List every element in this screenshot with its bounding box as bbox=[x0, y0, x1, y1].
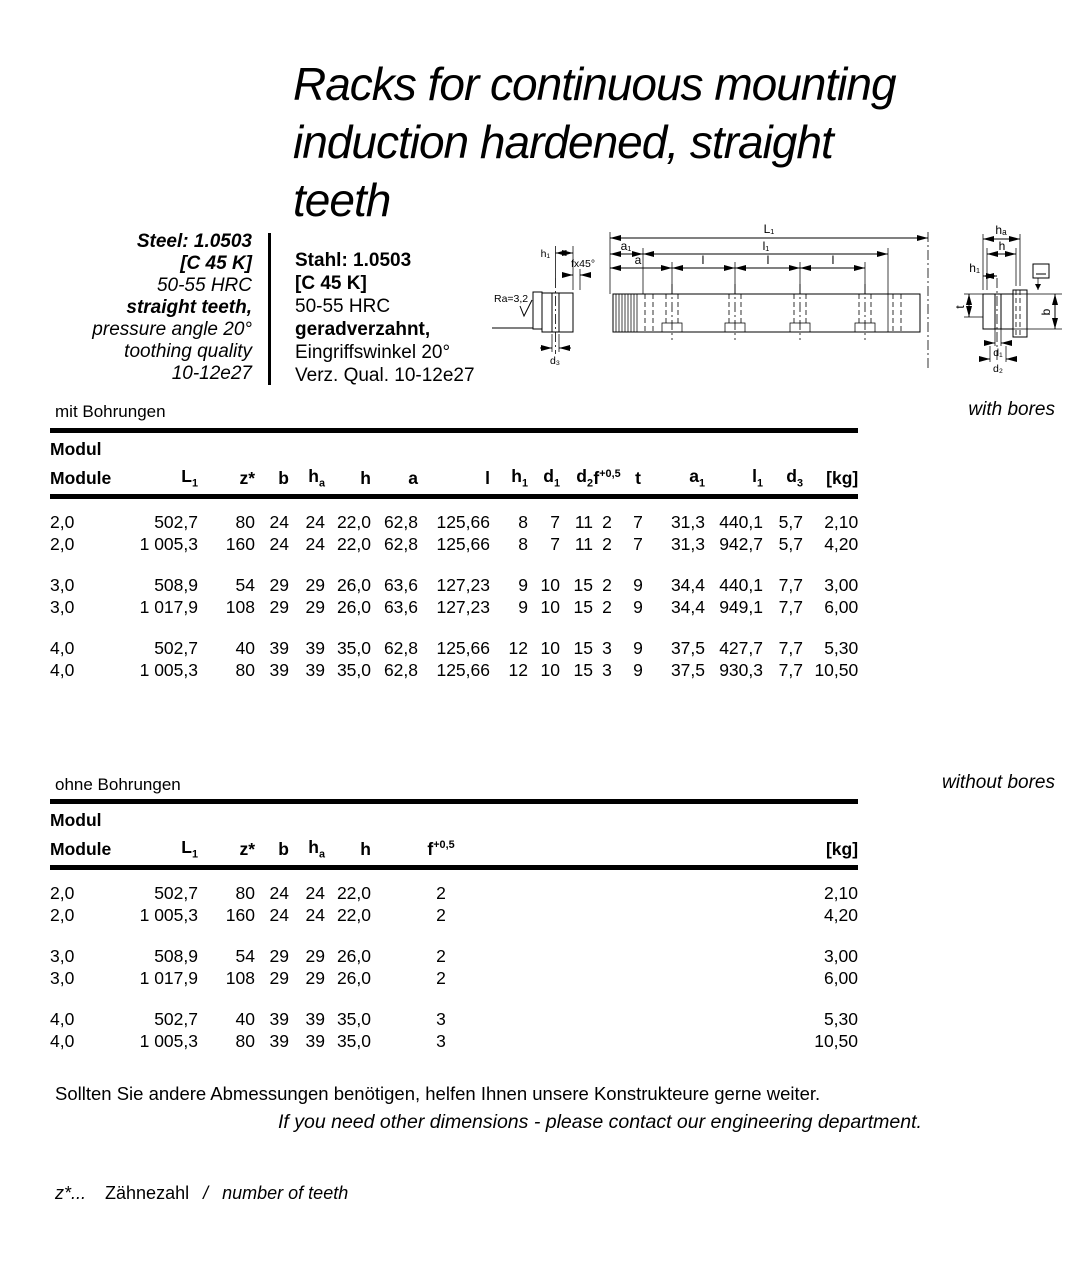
table-cell: 40 bbox=[235, 638, 255, 658]
footnote-english: number of teeth bbox=[222, 1183, 349, 1203]
table-cell: 8 bbox=[518, 533, 528, 554]
table-row bbox=[50, 497, 858, 534]
table-cell: 3 bbox=[602, 638, 612, 658]
table-cell: 39 bbox=[305, 638, 325, 658]
column-header: z* bbox=[198, 461, 255, 497]
spec-en-grade: [C 45 K] bbox=[180, 253, 252, 274]
table-cell: 127,23 bbox=[436, 596, 490, 617]
column-header: h bbox=[325, 461, 371, 497]
table-cell: 39 bbox=[269, 638, 289, 658]
spec-de-pressure-angle: Eingriffswinkel 20° bbox=[295, 342, 451, 363]
table-cell: 502,7 bbox=[154, 1009, 198, 1029]
table-cell: 22,0 bbox=[336, 533, 371, 554]
table-cell: 1 005,3 bbox=[139, 904, 198, 925]
spec-de-teeth: geradverzahnt, bbox=[295, 319, 431, 340]
table-cell: 3,00 bbox=[823, 946, 859, 966]
technical-drawing-section-bore bbox=[940, 210, 1080, 395]
table-cell: 7,7 bbox=[778, 659, 803, 680]
table-cell: 2,0 bbox=[50, 883, 75, 903]
tolerance-frame-icon bbox=[1033, 264, 1049, 278]
table-cell: 29 bbox=[305, 967, 325, 988]
table-row bbox=[50, 660, 858, 682]
table-cell: 11 bbox=[574, 512, 593, 532]
table-row bbox=[50, 905, 858, 927]
table-cell: 4,20 bbox=[823, 904, 859, 925]
table-cell: 440,1 bbox=[719, 512, 763, 532]
table-cell: 2,10 bbox=[823, 883, 859, 903]
table-cell: 3,0 bbox=[50, 575, 75, 595]
page-title-line-1: Racks for continuous mounting bbox=[293, 58, 896, 110]
dim-label-d1: d₁ bbox=[993, 347, 1003, 359]
table-cell: 9 bbox=[633, 638, 643, 658]
dim-label-h1: h₁ bbox=[540, 248, 550, 260]
table-cell: 1 017,9 bbox=[139, 967, 198, 988]
table-cell: 26,0 bbox=[336, 946, 371, 966]
table-cell: 1 017,9 bbox=[139, 596, 198, 617]
table-cell: 6,00 bbox=[823, 967, 859, 988]
spec-block-english bbox=[60, 231, 252, 385]
table-row bbox=[50, 868, 858, 905]
group-spacer bbox=[50, 555, 858, 575]
table-cell: 15 bbox=[573, 638, 593, 658]
table-cell: 24 bbox=[269, 512, 289, 532]
table-group-header: Modul bbox=[50, 438, 102, 459]
footnote-teeth bbox=[55, 1183, 348, 1204]
spec-block-german bbox=[295, 249, 475, 387]
column-header: $h_1$ bbox=[490, 461, 528, 497]
spec-en-quality-label: toothing quality bbox=[124, 341, 252, 362]
table-cell: 4,0 bbox=[50, 1030, 75, 1051]
footnote-symbol: z*... bbox=[55, 1183, 87, 1203]
bore-1 bbox=[662, 262, 682, 340]
spec-divider-rule bbox=[268, 233, 271, 385]
table-cell: 39 bbox=[269, 1030, 289, 1051]
table-cell: 930,3 bbox=[719, 659, 763, 680]
table-cell: 2,0 bbox=[50, 512, 75, 532]
column-header: z* bbox=[198, 832, 255, 868]
table-cell: 2,10 bbox=[824, 512, 859, 532]
table-cell: 4,20 bbox=[824, 533, 859, 554]
table-cell: 15 bbox=[573, 575, 593, 595]
table-cell: 508,9 bbox=[154, 946, 198, 966]
table-cell: 125,66 bbox=[436, 512, 490, 532]
group-spacer bbox=[50, 989, 858, 1009]
dim-label-a: a bbox=[634, 253, 642, 267]
table-cell: 502,7 bbox=[154, 512, 198, 532]
column-header: a bbox=[371, 461, 418, 497]
column-header: $d_2$ bbox=[560, 461, 593, 497]
table-cell: 54 bbox=[235, 575, 255, 595]
column-header: Module bbox=[50, 832, 100, 868]
table-cell: 3,0 bbox=[50, 596, 75, 617]
bore-3 bbox=[790, 262, 810, 340]
table-cell: 15 bbox=[573, 596, 593, 617]
table-cell: 7 bbox=[633, 512, 643, 532]
table-cell: 2,0 bbox=[50, 904, 75, 925]
table-cell: 2 bbox=[602, 533, 612, 554]
footer-note-english: If you need other dimensions - please contact our engineering department. bbox=[278, 1111, 922, 1133]
table-cell: 5,7 bbox=[778, 533, 803, 554]
column-header: [kg] bbox=[803, 461, 858, 497]
bore-4 bbox=[855, 262, 875, 340]
dim-label-l-1: l bbox=[701, 253, 705, 267]
dim-label-ha: hₐ bbox=[995, 223, 1007, 237]
table-cell: 24 bbox=[269, 533, 289, 554]
table-cell: 9 bbox=[633, 596, 643, 617]
table-cell: 35,0 bbox=[336, 638, 371, 658]
table-without-bores bbox=[50, 799, 858, 1052]
section-label-mit-bohrungen: mit Bohrungen bbox=[55, 402, 166, 421]
table-cell: 39 bbox=[269, 659, 289, 680]
table-cell: 29 bbox=[269, 946, 289, 966]
table-cell: 62,8 bbox=[383, 638, 418, 658]
spec-en-steel: Steel: 1.0503 bbox=[136, 231, 252, 252]
page-title-line-2: induction hardened, straight bbox=[293, 116, 833, 168]
table-cell: 160 bbox=[225, 904, 255, 925]
dim-label-t: t bbox=[953, 305, 967, 309]
spec-de-quality: Verz. Qual. 10-12e27 bbox=[295, 365, 475, 386]
table-cell: 2 bbox=[602, 512, 612, 532]
spec-de-steel: Stahl: 1.0503 bbox=[295, 250, 412, 271]
table-cell: 7 bbox=[550, 533, 560, 554]
table-cell: 9 bbox=[633, 575, 643, 595]
table-cell: 1 005,3 bbox=[139, 533, 198, 554]
dim-label-b: b bbox=[1039, 308, 1053, 316]
table-cell: 2 bbox=[436, 967, 446, 988]
table-cell: 80 bbox=[235, 883, 255, 903]
table-cell: 26,0 bbox=[336, 575, 371, 595]
table-cell: 35,0 bbox=[336, 659, 371, 680]
table-cell: 39 bbox=[305, 659, 325, 680]
column-header: $a_1$ bbox=[655, 461, 705, 497]
table-row bbox=[50, 638, 858, 660]
table-cell: 54 bbox=[235, 946, 255, 966]
column-header: $L_1$ bbox=[100, 832, 198, 868]
table-row bbox=[50, 534, 858, 556]
footer-note-german: Sollten Sie andere Abmessungen benötigen, helfen Ihnen unsere Konstrukteure gerne weiter. bbox=[55, 1083, 821, 1104]
table-cell: 5,30 bbox=[824, 638, 859, 658]
table-cell: 2,0 bbox=[50, 533, 75, 554]
table-cell: 6,00 bbox=[824, 596, 859, 617]
table-cell: 125,66 bbox=[436, 533, 490, 554]
column-header: h bbox=[325, 832, 371, 868]
column-header: $f^{+0,5}$ bbox=[593, 461, 621, 497]
table-cell: 7,7 bbox=[778, 596, 803, 617]
table-cell: 35,0 bbox=[336, 1030, 371, 1051]
dim-label-l-3: l bbox=[831, 253, 835, 267]
column-header: $h_a$ bbox=[289, 832, 325, 868]
dim-label-l-2: l bbox=[766, 253, 770, 267]
table-cell: 3 bbox=[436, 1030, 446, 1051]
spec-de-hardness: 50-55 HRC bbox=[295, 296, 391, 317]
table-cell: 29 bbox=[305, 596, 325, 617]
spec-en-teeth: straight teeth, bbox=[126, 297, 252, 318]
column-header: b bbox=[255, 832, 289, 868]
table-cell: 29 bbox=[269, 967, 289, 988]
dim-label-chamfer: fx45° bbox=[571, 258, 596, 270]
table-group-header: Modul bbox=[50, 809, 102, 830]
table-cell: 40 bbox=[235, 1009, 255, 1029]
table-cell: 31,3 bbox=[670, 533, 705, 554]
dim-label-d2: d₂ bbox=[993, 363, 1003, 375]
table-cell: 8 bbox=[518, 512, 528, 532]
spec-de-grade: [C 45 K] bbox=[295, 273, 367, 294]
table-cell: 3 bbox=[602, 659, 612, 680]
table-cell: 10 bbox=[540, 638, 560, 658]
table-cell: 3,0 bbox=[50, 946, 75, 966]
table-cell: 63,6 bbox=[383, 575, 418, 595]
technical-drawing-section-end bbox=[492, 222, 607, 387]
table-cell: 22,0 bbox=[336, 904, 371, 925]
dim-label-roughness: Ra=3,2 bbox=[494, 293, 529, 305]
table-cell: 9 bbox=[518, 596, 528, 617]
table-cell: 1 005,3 bbox=[139, 1030, 198, 1051]
table-cell: 80 bbox=[235, 512, 255, 532]
table-cell: 3,0 bbox=[50, 967, 75, 988]
table-cell: 62,8 bbox=[383, 533, 418, 554]
table-cell: 4,0 bbox=[50, 659, 75, 680]
table-cell: 125,66 bbox=[436, 659, 490, 680]
technical-drawing-rack-side bbox=[598, 220, 943, 390]
dim-label-h1b: h₁ bbox=[969, 261, 980, 275]
table-cell: 7,7 bbox=[778, 638, 803, 658]
table-cell: 35,0 bbox=[336, 1009, 371, 1029]
table-cell: 108 bbox=[225, 596, 255, 617]
table-cell: 63,6 bbox=[383, 596, 418, 617]
table-cell: 502,7 bbox=[154, 883, 198, 903]
group-spacer bbox=[50, 618, 858, 638]
table-cell: 7 bbox=[633, 533, 643, 554]
table-cell: 2 bbox=[602, 596, 612, 617]
spec-en-hardness: 50-55 HRC bbox=[156, 275, 252, 296]
table-cell: 3,00 bbox=[824, 575, 859, 595]
table-cell: 2 bbox=[436, 904, 446, 925]
table-cell: 80 bbox=[235, 659, 255, 680]
dim-label-h: h bbox=[998, 239, 1006, 253]
column-header: $f^{+0,5}$ bbox=[371, 832, 511, 868]
table-cell: 5,30 bbox=[823, 1009, 859, 1029]
column-header: [kg] bbox=[511, 832, 858, 868]
section-label-with-bores: with bores bbox=[968, 399, 1055, 420]
table-cell: 39 bbox=[269, 1009, 289, 1029]
table-cell: 3 bbox=[436, 1009, 446, 1029]
table-cell: 108 bbox=[225, 967, 255, 988]
table-cell: 62,8 bbox=[383, 512, 418, 532]
column-header: t bbox=[621, 461, 655, 497]
group-spacer bbox=[50, 926, 858, 946]
column-header: l bbox=[418, 461, 490, 497]
table-cell: 508,9 bbox=[154, 575, 198, 595]
column-header: $l_1$ bbox=[705, 461, 763, 497]
column-header: $h_a$ bbox=[289, 461, 325, 497]
table-row bbox=[50, 968, 858, 990]
table-cell: 31,3 bbox=[670, 512, 705, 532]
table-cell: 942,7 bbox=[719, 533, 763, 554]
table-cell: 29 bbox=[305, 946, 325, 966]
table-row bbox=[50, 575, 858, 597]
table-cell: 949,1 bbox=[719, 596, 763, 617]
table-cell: 10,50 bbox=[814, 659, 859, 680]
column-header: Module bbox=[50, 461, 100, 497]
table-cell: 39 bbox=[305, 1009, 325, 1029]
spec-en-pressure-angle: pressure angle 20° bbox=[92, 319, 252, 340]
table-cell: 24 bbox=[269, 883, 289, 903]
table-cell: 502,7 bbox=[154, 638, 198, 658]
dim-label-L1: L₁ bbox=[763, 222, 775, 236]
table-cell: 2 bbox=[436, 946, 446, 966]
table-cell: 427,7 bbox=[719, 638, 763, 658]
table-cell: 29 bbox=[269, 575, 289, 595]
column-header: b bbox=[255, 461, 289, 497]
table-cell: 26,0 bbox=[336, 596, 371, 617]
table-cell: 24 bbox=[305, 883, 325, 903]
table-cell: 1 005,3 bbox=[139, 659, 198, 680]
table-cell: 2 bbox=[602, 575, 612, 595]
table-cell: 15 bbox=[573, 659, 593, 680]
table-cell: 24 bbox=[269, 904, 289, 925]
table-cell: 12 bbox=[508, 659, 528, 680]
page-title bbox=[293, 55, 896, 229]
section-label-ohne-bohrungen: ohne Bohrungen bbox=[55, 775, 181, 794]
table-cell: 7 bbox=[550, 512, 560, 532]
table-cell: 34,4 bbox=[670, 575, 705, 595]
table-cell: 4,0 bbox=[50, 1009, 75, 1029]
table-cell: 2 bbox=[436, 883, 446, 903]
table-row bbox=[50, 1009, 858, 1031]
table-cell: 125,66 bbox=[436, 638, 490, 658]
page-title-line-3: teeth bbox=[293, 174, 391, 226]
spec-en-quality-value: 10-12e27 bbox=[171, 363, 252, 384]
dim-label-a1: a₁ bbox=[620, 239, 632, 253]
table-cell: 10 bbox=[540, 575, 560, 595]
table-cell: 9 bbox=[518, 575, 528, 595]
bore-2 bbox=[725, 262, 745, 340]
table-cell: 10,50 bbox=[814, 1030, 859, 1051]
table-cell: 11 bbox=[574, 533, 593, 554]
table-cell: 29 bbox=[305, 575, 325, 595]
table-cell: 127,23 bbox=[436, 575, 490, 595]
table-cell: 37,5 bbox=[670, 638, 705, 658]
table-cell: 24 bbox=[305, 512, 325, 532]
column-header: $d_1$ bbox=[528, 461, 560, 497]
section-label-without-bores: without bores bbox=[941, 772, 1055, 793]
table-row bbox=[50, 597, 858, 619]
table-cell: 10 bbox=[540, 596, 560, 617]
table-cell: 80 bbox=[235, 1030, 255, 1051]
column-header: $L_1$ bbox=[100, 461, 198, 497]
column-header: $d_3$ bbox=[763, 461, 803, 497]
footnote-german: Zähnezahl bbox=[105, 1183, 190, 1203]
table-cell: 29 bbox=[269, 596, 289, 617]
table-cell: 4,0 bbox=[50, 638, 75, 658]
table-cell: 22,0 bbox=[336, 512, 371, 532]
table-cell: 5,7 bbox=[778, 512, 803, 532]
table-cell: 37,5 bbox=[670, 659, 705, 680]
table-cell: 12 bbox=[508, 638, 528, 658]
table-row bbox=[50, 1031, 858, 1053]
table-cell: 160 bbox=[225, 533, 255, 554]
table-cell: 39 bbox=[305, 1030, 325, 1051]
table-row bbox=[50, 946, 858, 968]
table-cell: 10 bbox=[540, 659, 560, 680]
table-cell: 440,1 bbox=[719, 575, 763, 595]
table-cell: 24 bbox=[305, 533, 325, 554]
table-with-bores bbox=[50, 428, 858, 681]
table-cell: 62,8 bbox=[383, 659, 418, 680]
footnote-separator: / bbox=[203, 1183, 209, 1203]
table-cell: 24 bbox=[305, 904, 325, 925]
dim-label-l1: l₁ bbox=[762, 239, 770, 253]
table-cell: 26,0 bbox=[336, 967, 371, 988]
dim-label-d3: d₃ bbox=[549, 355, 561, 367]
table-cell: 7,7 bbox=[778, 575, 803, 595]
table-cell: 22,0 bbox=[336, 883, 371, 903]
table-cell: 9 bbox=[633, 659, 643, 680]
table-cell: 34,4 bbox=[670, 596, 705, 617]
